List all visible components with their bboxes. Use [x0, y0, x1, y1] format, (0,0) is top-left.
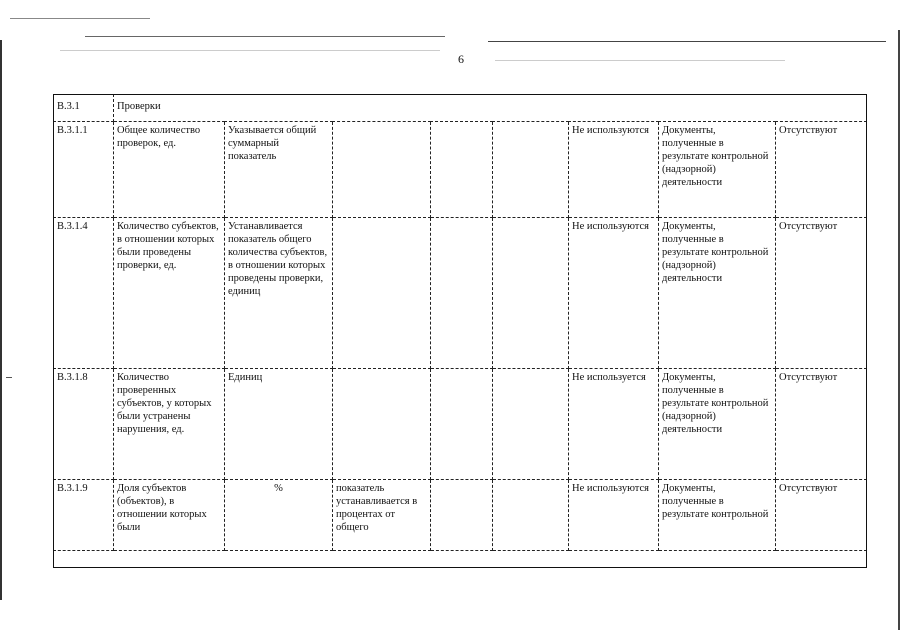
indicator-unit: Единиц — [225, 369, 333, 480]
table-row — [54, 122, 867, 218]
empty-cell — [431, 218, 493, 369]
table-row — [54, 480, 867, 551]
indicator-usage: Не используются — [569, 218, 659, 369]
indicator-name: Количество субъектов, в отношении которых были проведены проверки, ед. — [114, 218, 225, 369]
indicator-source: Документы, полученные в результате контрольной — [659, 480, 776, 551]
indicator-source: Документы, полученные в результате контрольной (надзорной) деятельности — [659, 122, 776, 218]
scan-artifact-line — [495, 60, 785, 61]
empty-cell — [493, 122, 569, 218]
empty-cell — [493, 369, 569, 480]
indicator-unit: % — [225, 480, 333, 551]
indicator-unit: Указывается общий суммарный показатель — [225, 122, 333, 218]
indicator-code: В.3.1.9 — [54, 480, 114, 551]
page-number: 6 — [458, 52, 464, 66]
indicator-code: В.3.1.1 — [54, 122, 114, 218]
indicator-method — [333, 218, 431, 369]
section-row — [54, 95, 867, 122]
indicator-status: Отсутствуют — [776, 480, 867, 551]
empty-cell — [431, 369, 493, 480]
indicator-status: Отсутствуют — [776, 218, 867, 369]
indicator-name: Количество проверенных субъектов, у которых были устранены нарушения, ед. — [114, 369, 225, 480]
scan-artifact-line — [10, 18, 150, 19]
indicator-usage: Не используются — [569, 122, 659, 218]
scan-artifact-line — [60, 50, 440, 51]
indicator-source: Документы, полученные в результате контрольной (надзорной) деятельности — [659, 369, 776, 480]
scan-mark — [6, 377, 12, 378]
indicator-method — [333, 122, 431, 218]
indicator-name: Общее количество проверок, ед. — [114, 122, 225, 218]
indicator-code: В.3.1.4 — [54, 218, 114, 369]
indicator-method — [333, 369, 431, 480]
indicator-code: В.3.1.8 — [54, 369, 114, 480]
indicator-status: Отсутствуют — [776, 369, 867, 480]
indicator-table — [53, 94, 867, 551]
section-title: Проверки — [114, 95, 867, 122]
scan-artifact-line — [85, 36, 445, 37]
indicator-source: Документы, полученные в результате контрольной (надзорной) деятельности — [659, 218, 776, 369]
empty-cell — [431, 122, 493, 218]
empty-cell — [431, 480, 493, 551]
indicator-unit: Устанавливается показатель общего количества субъектов, в отношении которых проведены проверки, единиц — [225, 218, 333, 369]
empty-cell — [493, 218, 569, 369]
scan-edge — [898, 30, 900, 630]
scan-edge — [0, 40, 2, 600]
table-row — [54, 369, 867, 480]
indicator-name: Доля субъектов (объектов), в отношении которых были — [114, 480, 225, 551]
scan-artifact-line — [488, 41, 886, 42]
indicator-status: Отсутствуют — [776, 122, 867, 218]
indicator-usage: Не используются — [569, 480, 659, 551]
indicator-usage: Не используется — [569, 369, 659, 480]
indicator-method: показатель устанавливается в процентах от общего — [333, 480, 431, 551]
empty-cell — [493, 480, 569, 551]
table-row — [54, 218, 867, 369]
section-code: В.3.1 — [54, 95, 114, 122]
